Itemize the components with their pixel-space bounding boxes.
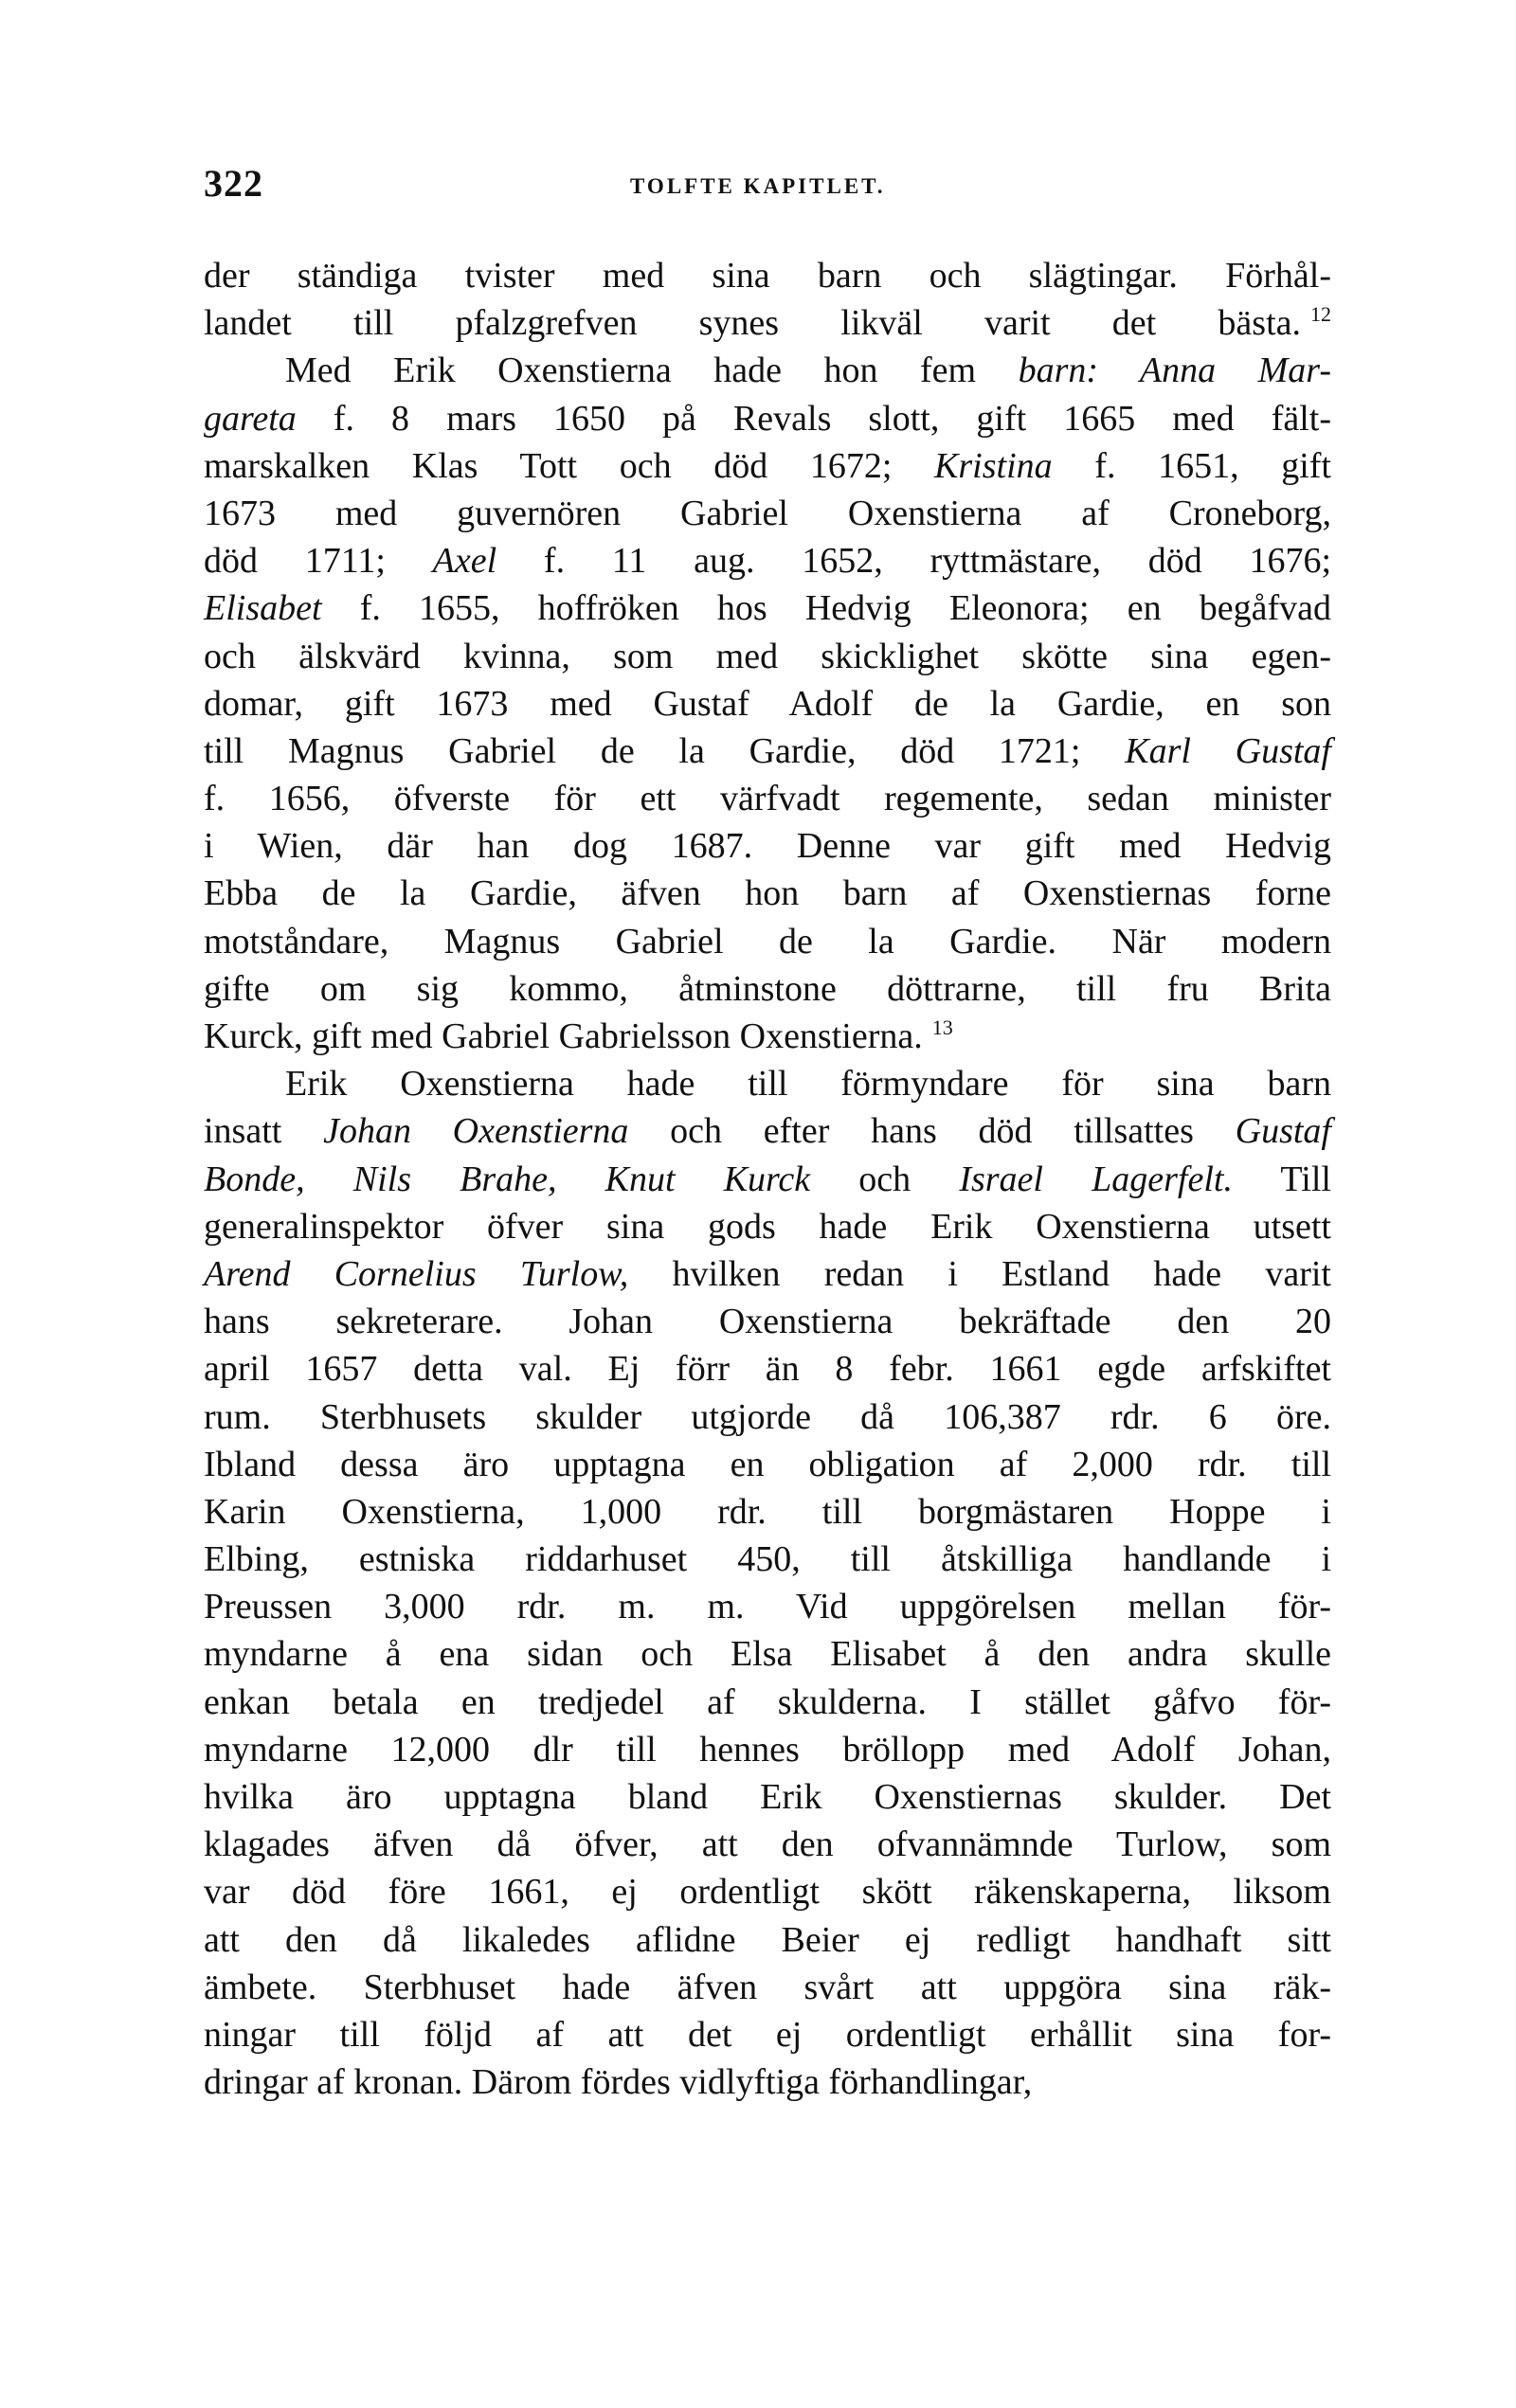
- text-line: [204, 1583, 1331, 1630]
- text-line: [204, 1773, 1331, 1821]
- text-line: [204, 633, 1331, 680]
- text-run: Med Erik Oxenstierna hade hon fem: [285, 350, 1019, 391]
- text-line: [204, 1679, 1331, 1726]
- body-text: [204, 252, 1331, 2106]
- text-run: hans sekreterare. Johan Oxenstierna bekräftade den 20: [204, 1302, 1331, 1342]
- text-line: [204, 1536, 1331, 1583]
- text-run: ämbete. Sterbhuset hade äfven svårt att uppgöra sina räk-: [204, 1967, 1331, 2007]
- text-line: [204, 1013, 1331, 1060]
- text-run: och älskvärd kvinna, som med skicklighet skötte sina egen-: [204, 636, 1331, 676]
- text-run: och: [810, 1159, 960, 1199]
- text-line: [204, 537, 1331, 584]
- text-run: enkan betala en tredjedel af skulderna. I stället gåfvo för-: [204, 1681, 1331, 1722]
- text-run: myndarne 12,000 dlr till hennes bröllopp med Adolf Johan,: [204, 1729, 1331, 1770]
- running-head: TOLFTE KAPITLET.: [630, 174, 886, 198]
- text-line: [204, 1107, 1331, 1155]
- text-line: [204, 965, 1331, 1013]
- text-run: och efter hans död tillsattes: [628, 1111, 1236, 1152]
- text-line: [204, 395, 1331, 442]
- text-run: rum. Sterbhusets skulder utgjorde då 106,387 rdr. 6 öre.: [204, 1396, 1331, 1437]
- text-run: generalinspektor öfver sina gods hade Erik Oxenstierna utsett: [204, 1206, 1331, 1247]
- text-run: Kurck, gift med Gabriel Gabrielsson Oxenstierna.: [204, 1016, 923, 1056]
- text-line: [204, 728, 1331, 775]
- text-line: [204, 1441, 1331, 1488]
- text-line: [204, 299, 1331, 347]
- italic-name: Axel: [432, 541, 497, 582]
- text-run: myndarne å ena sidan och Elsa Elisabet å den andra skulle: [204, 1634, 1331, 1675]
- text-line: [204, 442, 1331, 490]
- text-run: marskalken Klas Tott och död 1672;: [204, 445, 935, 486]
- text-run: ningar till följd af att det ej ordentligt erhållit sina for-: [204, 2014, 1331, 2055]
- footnote-ref: 12: [1310, 302, 1331, 327]
- text-line: [204, 1964, 1331, 2011]
- text-run: 1673 med guvernören Gabriel Oxenstierna af Croneborg,: [204, 493, 1331, 533]
- text-line: [204, 918, 1331, 965]
- footnote-ref: 13: [931, 1015, 953, 1039]
- text-run: att den då likaledes aflidne Beier ej redligt handhaft sitt: [204, 1919, 1331, 1960]
- text-run: Ibland dessa äro upptagna en obligation af 2,000 rdr. till: [204, 1444, 1331, 1484]
- text-run: Erik Oxenstierna hade till förmyndare för sina barn: [285, 1064, 1331, 1105]
- text-line: [204, 1488, 1331, 1536]
- text-run: landet till pfalzgrefven synes likväl varit det bästa.: [204, 303, 1301, 344]
- page-header: [204, 161, 1331, 214]
- text-line: [204, 1630, 1331, 1678]
- text-line: [204, 1250, 1331, 1298]
- text-run: insatt: [204, 1111, 324, 1152]
- italic-name: Gustaf: [1235, 1111, 1331, 1152]
- text-run: f. 8 mars 1650 på Revals slott, gift 1665 med fält-: [296, 398, 1331, 439]
- text-line: [204, 775, 1331, 822]
- text-line: [204, 1916, 1331, 1964]
- text-line: [204, 870, 1331, 917]
- italic-name: Johan Oxenstierna: [323, 1111, 629, 1152]
- text-run: var död före 1661, ej ordentligt skött räkenskaperna, liksom: [204, 1872, 1331, 1913]
- text-line: [204, 680, 1331, 728]
- text-line: [204, 1156, 1331, 1203]
- italic-name: Elisabet: [204, 588, 322, 629]
- italic-name: Kristina: [934, 445, 1053, 486]
- text-run: klagades äfven då öfver, att den ofvannämnde Turlow, som: [204, 1824, 1331, 1865]
- text-run: Elbing, estniska riddarhuset 450, till åtskilliga handlande i: [204, 1539, 1331, 1580]
- italic-name: Arend Cornelius Turlow,: [204, 1253, 629, 1294]
- text-line: [204, 1060, 1331, 1107]
- text-run: Till: [1232, 1159, 1331, 1199]
- text-run: dringar af kronan. Därom fördes vidlyftiga förhandlingar,: [204, 2062, 1033, 2103]
- text-run: till Magnus Gabriel de la Gardie, död 1721;: [204, 730, 1126, 771]
- text-run: motståndare, Magnus Gabriel de la Gardie. När modern: [204, 921, 1331, 961]
- text-line: [204, 1821, 1331, 1868]
- text-line: [204, 2058, 1331, 2106]
- text-run: april 1657 detta val. Ej förr än 8 febr. 1661 egde arfskiftet: [204, 1349, 1331, 1390]
- italic-name: Israel Lagerfelt.: [959, 1159, 1233, 1199]
- text-line: [204, 347, 1331, 394]
- text-run: död 1711;: [204, 541, 433, 582]
- text-line: [204, 584, 1331, 632]
- text-line: [204, 490, 1331, 537]
- text-line: [204, 1298, 1331, 1345]
- text-line: [204, 1345, 1331, 1393]
- text-run: hvilka äro upptagna bland Erik Oxenstiernas skulder. Det: [204, 1777, 1331, 1817]
- italic-name: Bonde, Nils Brahe, Knut Kurck: [204, 1159, 811, 1199]
- text-run: Preussen 3,000 rdr. m. m. Vid uppgörelsen mellan för-: [204, 1587, 1331, 1627]
- text-run: f. 1651, gift: [1052, 445, 1331, 486]
- text-run: hvilken redan i Estland hade varit: [628, 1253, 1331, 1294]
- text-run: der ständiga tvister med sina barn och slägtingar. Förhål-: [204, 256, 1331, 296]
- text-run: f. 1656, öfverste för ett värfvadt regemente, sedan minister: [204, 779, 1331, 819]
- page-number: 322: [204, 162, 263, 205]
- text-run: Karin Oxenstierna, 1,000 rdr. till borgmästaren Hoppe i: [204, 1491, 1331, 1532]
- text-line: [204, 2011, 1331, 2058]
- text-run: f. 11 aug. 1652, ryttmästare, död 1676;: [496, 541, 1332, 582]
- text-run: gifte om sig kommo, åtminstone döttrarne, till fru Brita: [204, 968, 1331, 1009]
- text-line: [204, 822, 1331, 870]
- text-run: domar, gift 1673 med Gustaf Adolf de la Gardie, en son: [204, 683, 1331, 724]
- text-run: f. 1655, hoffröken hos Hedvig Eleonora; en begåfvad: [321, 588, 1331, 629]
- text-line: [204, 1726, 1331, 1773]
- italic-name: barn: Anna Mar-: [1018, 350, 1331, 391]
- text-line: [204, 1393, 1331, 1441]
- text-line: [204, 1203, 1331, 1250]
- italic-name: gareta: [204, 398, 297, 439]
- italic-name: Karl Gustaf: [1125, 730, 1331, 771]
- text-line: [204, 1868, 1331, 1915]
- text-run: i Wien, där han dog 1687. Denne var gift med Hedvig: [204, 826, 1331, 867]
- text-line: [204, 252, 1331, 299]
- text-run: Ebba de la Gardie, äfven hon barn af Oxenstiernas forne: [204, 873, 1331, 914]
